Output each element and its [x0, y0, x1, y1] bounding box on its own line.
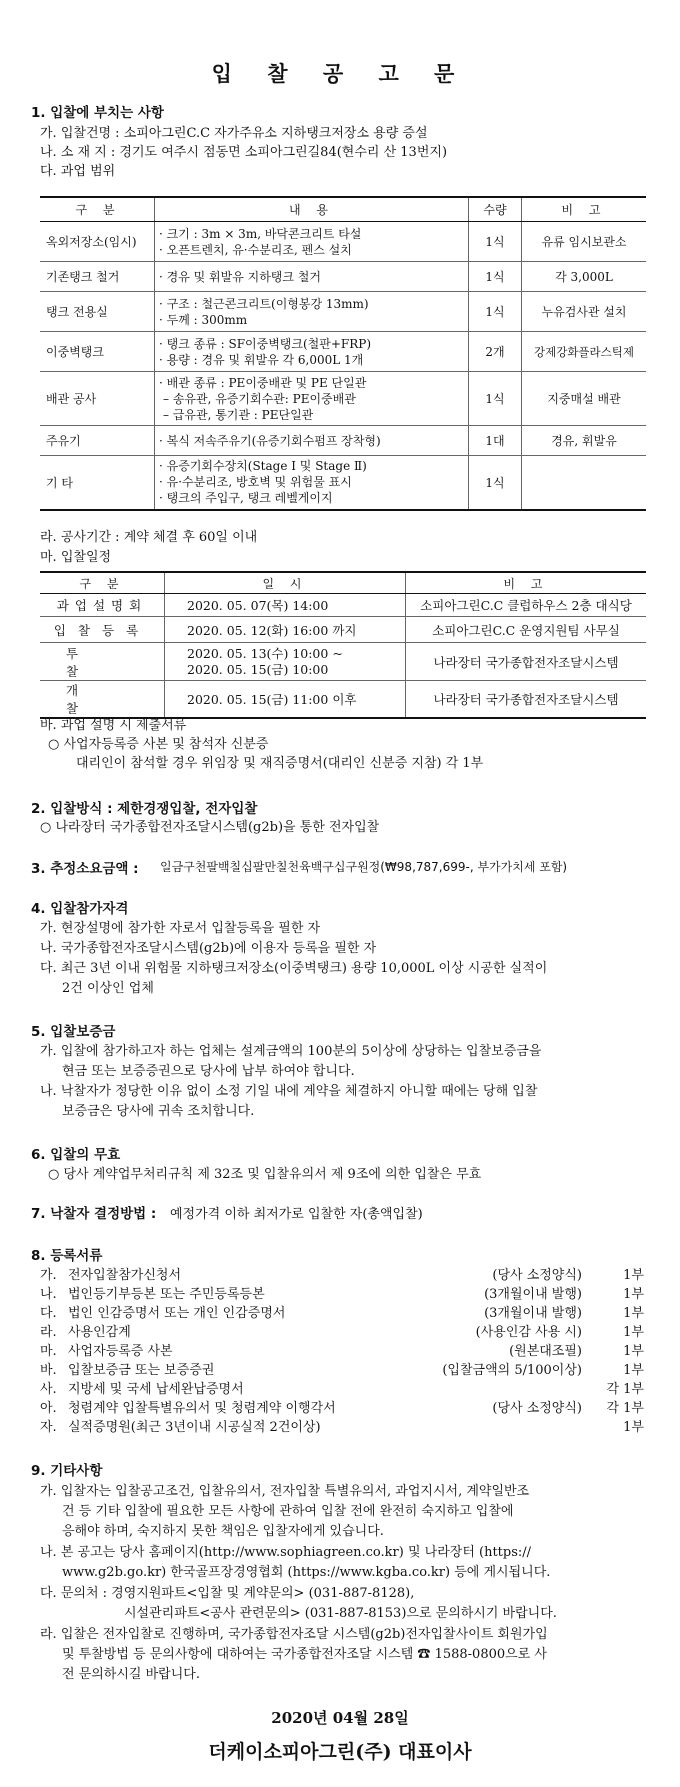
deposit-a-cont: 현금 또는 보증증권으로 당사에 납부 하여야 합니다.: [62, 1064, 355, 1079]
row-content: [155, 262, 469, 292]
schedule-item: 개찰: [40, 681, 165, 719]
table-row: [40, 372, 646, 426]
row-name: 탱크 전용실: [40, 292, 155, 332]
content-line: · 탱크의 주입구, 탱크 레벨게이지: [159, 491, 333, 506]
item-note: (원본대조필): [509, 1344, 582, 1359]
project-location: 나. 소 재 지 : 경기도 여주시 점동면 소피아그린길84(현수리 산 13번지): [40, 145, 448, 160]
list-item: [40, 1283, 650, 1300]
qualification-b: 나. 국가종합전자조달시스템(g2b)에 이용자 등록을 필한 자: [40, 941, 377, 956]
deposit-a: 가. 입찰에 참가하고자 하는 업체는 설계금액의 100분의 5이상에 상당하는 입찰보증금을: [40, 1044, 542, 1059]
briefing-docs-note: 대리인이 참석할 경우 위임장 및 재직증명서(대리인 신분증 지참) 각 1부: [76, 756, 484, 771]
section-9-heading: 9. 기타사항: [31, 1463, 103, 1479]
item-note: (입찰금액의 5/100이상): [442, 1363, 582, 1378]
company-signature: 더케이소피아그린(주) 대표이사: [208, 1741, 472, 1763]
notes-c-cont: 시설관리파트<공사 관련문의> (031-887-8153)으로 문의하시기 바랍니다.: [124, 1606, 557, 1621]
row-name: 기존탱크 철거: [40, 262, 155, 292]
notes-a: 가. 입찰자는 입찰공고조건, 입찰유의서, 전자입찰 특별유의서, 과업지시서, 계약일반조: [40, 1484, 530, 1499]
item-qty: 1부: [623, 1287, 644, 1302]
item-name: 사용인감계: [68, 1325, 131, 1340]
table-row: [40, 617, 646, 643]
item-qty: 1부: [623, 1363, 644, 1378]
header-cell: 비 고: [522, 197, 647, 222]
row-note: 각 3,000L: [522, 262, 647, 292]
row-qty: 2개: [469, 332, 522, 372]
item-qty: 각 1부: [606, 1401, 644, 1416]
project-name: 가. 입찰건명 : 소피아그린C.C 자가주유소 지하탱크저장소 용량 증설: [40, 126, 428, 141]
item-number: 자.: [40, 1420, 57, 1435]
item-qty: 1부: [623, 1420, 644, 1435]
content-line: · 탱크 종류 : SF이중벽탱크(철판+FRP): [159, 336, 372, 351]
item-qty: 각 1부: [606, 1382, 644, 1397]
item-name: 법인 인감증명서 또는 개인 인감증명서: [68, 1306, 286, 1321]
row-content: [155, 222, 469, 262]
content-line: · 복식 저속주유기(유증기회수펌프 장착형): [159, 433, 381, 448]
section-3-heading: 3. 추정소요금액 :: [31, 861, 139, 877]
item-name: 실적증명원(최근 3년이내 시공실적 2건이상): [68, 1420, 321, 1435]
row-name: 배관 공사: [40, 372, 155, 426]
qualification-a: 가. 현장설명에 참가한 자로서 입찰등록을 필한 자: [40, 921, 321, 936]
schedule-time-end: 2020. 05. 15(금) 10:00: [187, 661, 329, 677]
table-row: [40, 262, 646, 292]
list-item: [40, 1378, 650, 1395]
notes-b: 나. 본 공고는 당사 홈페이지(http://www.sophiagreen.co.kr) 및 나라장터 (https://: [40, 1545, 532, 1560]
invalid-bid-detail: ○ 당사 계약업무처리규칙 제 32조 및 입찰유의서 제 9조에 의한 입찰은 무효: [48, 1167, 482, 1182]
schedule-item: 입찰등록: [40, 617, 165, 643]
section-7-heading: 7. 낙찰자 결정방법 :: [31, 1206, 157, 1222]
header-cell: 내 용: [155, 197, 469, 222]
row-content: [155, 456, 469, 510]
table-row: [40, 643, 646, 681]
item-number: 사.: [40, 1382, 57, 1397]
winner-method: 예정가격 이하 최저가로 입찰한 자(총액입찰): [170, 1207, 423, 1222]
content-line: · 유·수분리조, 방호벽 및 위험물 표시: [159, 475, 352, 490]
scope-label: 다. 과업 범위: [40, 164, 116, 179]
construction-period: 라. 공사기간 : 계약 체결 후 60일 이내: [40, 530, 258, 545]
content-line: · 오픈트렌치, 유·수분리조, 펜스 설치: [159, 242, 352, 257]
schedule-time: 2020. 05. 07(목) 14:00: [165, 594, 406, 617]
qualification-c: 다. 최근 3년 이내 위험물 지하탱크저장소(이중벽탱크) 용량 10,000L 이상 시공한 실적이: [40, 961, 548, 976]
table-row: [40, 332, 646, 372]
schedule-table-header: [40, 572, 646, 594]
item-name: 사업자등록증 사본: [68, 1344, 173, 1359]
content-line: – 송유관, 유증기회수관: PE이중배관: [163, 391, 356, 406]
row-note: 유류 임시보관소: [522, 222, 647, 262]
item-qty: 1부: [623, 1325, 644, 1340]
row-qty: 1식: [469, 262, 522, 292]
deposit-b: 나. 낙찰자가 정당한 이유 없이 소정 기일 내에 계약을 체결하지 아니할 때에는 당해 입찰: [40, 1084, 538, 1099]
page-title: 입 찰 공 고 문: [211, 61, 469, 86]
table-row: [40, 681, 646, 719]
item-name: 지방세 및 국세 납세완납증명서: [68, 1382, 244, 1397]
content-line: · 용량 : 경유 및 휘발유 각 6,000L 1개: [159, 352, 364, 367]
row-qty: 1식: [469, 222, 522, 262]
list-item: [40, 1340, 650, 1357]
schedule-note: 나라장터 국가종합전자조달시스템: [406, 681, 647, 719]
briefing-docs-label: 바. 과업 설명 시 제출서류: [40, 718, 187, 733]
bid-method-detail: ○ 나라장터 국가종합전자조달시스템(g2b)을 통한 전자입찰: [40, 820, 380, 835]
row-note: [522, 456, 647, 510]
row-content: [155, 292, 469, 332]
content-line: · 구조 : 철근콘크리트(이형봉강 13mm): [159, 296, 369, 311]
schedule-time: 2020. 05. 12(화) 16:00 까지: [165, 617, 406, 643]
list-item: [40, 1397, 650, 1414]
notice-date: 2020년 04월 28일: [271, 1709, 409, 1727]
section-2-heading: 2. 입찰방식 : 제한경쟁입찰, 전자입찰: [31, 801, 258, 817]
item-number: 라.: [40, 1325, 57, 1340]
schedule-item: 과업설명회: [40, 594, 165, 617]
item-qty: 1부: [623, 1306, 644, 1321]
notes-b-cont: www.g2b.go.kr) 한국골프장경영협회 (https://www.kgba.co.kr) 등에 게시됩니다.: [62, 1565, 551, 1580]
schedule-table: [40, 571, 646, 719]
list-item: [40, 1264, 650, 1281]
row-qty: 1대: [469, 426, 522, 456]
table-row: [40, 292, 646, 332]
schedule-time: [165, 643, 406, 681]
scope-table: [40, 196, 646, 511]
item-number: 가.: [40, 1268, 57, 1283]
row-qty: 1식: [469, 372, 522, 426]
row-note: 경유, 휘발유: [522, 426, 647, 456]
item-name: 청렴계약 입찰특별유의서 및 청렴계약 이행각서: [68, 1401, 336, 1416]
item-name: 입찰보증금 또는 보증증권: [68, 1363, 215, 1378]
table-row: [40, 222, 646, 262]
header-cell: 구 분: [40, 572, 165, 594]
item-number: 바.: [40, 1363, 57, 1378]
item-note: (당사 소정양식): [492, 1401, 582, 1416]
row-content: [155, 332, 469, 372]
item-qty: 1부: [623, 1268, 644, 1283]
row-name: 기 타: [40, 456, 155, 510]
section-8-heading: 8. 등록서류: [31, 1248, 103, 1264]
item-qty: 1부: [623, 1344, 644, 1359]
header-cell: 수량: [469, 197, 522, 222]
content-line: · 배관 종류 : PE이중배관 및 PE 단일관: [159, 375, 367, 390]
notes-d-cont: 전 문의하시길 바랍니다.: [62, 1667, 200, 1682]
row-name: 이중벽탱크: [40, 332, 155, 372]
item-number: 나.: [40, 1287, 57, 1302]
section-4-heading: 4. 입찰참가자격: [31, 901, 129, 917]
item-note: (사용인감 사용 시): [475, 1325, 582, 1340]
row-note: 누유검사관 설치: [522, 292, 647, 332]
item-note: (3개월이내 발행): [484, 1287, 582, 1302]
list-item: [40, 1359, 650, 1376]
table-row: [40, 426, 646, 456]
section-5-heading: 5. 입찰보증금: [31, 1024, 116, 1040]
list-item: [40, 1416, 650, 1433]
content-line: · 두께 : 300mm: [159, 312, 248, 327]
notes-d: 라. 입찰은 전자입찰로 진행하며, 국가종합전자조달 시스템(g2b)전자입찰사이트 회원가입: [40, 1627, 548, 1642]
row-name: 주유기: [40, 426, 155, 456]
item-note: (당사 소정양식): [492, 1268, 582, 1283]
content-line: · 유증기회수장치(Stage Ⅰ 및 Stage Ⅱ): [159, 459, 367, 474]
item-name: 전자입찰참가신청서: [68, 1268, 182, 1283]
header-cell: 비 고: [406, 572, 647, 594]
table-row: [40, 456, 646, 510]
schedule-time-start: 2020. 05. 13(수) 10:00 ~: [187, 645, 343, 661]
item-note: (3개월이내 발행): [484, 1306, 582, 1321]
notes-a-cont: 건 등 기타 입찰에 필요한 모든 사항에 관하여 입찰 전에 완전히 숙지하고 입찰에: [62, 1504, 514, 1519]
row-qty: 1식: [469, 456, 522, 510]
item-number: 다.: [40, 1306, 57, 1321]
deposit-b-cont: 보증금은 당사에 귀속 조치합니다.: [62, 1104, 255, 1119]
schedule-item: 투찰: [40, 643, 165, 681]
section-6-heading: 6. 입찰의 무효: [31, 1147, 121, 1163]
row-name: 옥외저장소(임시): [40, 222, 155, 262]
list-item: [40, 1302, 650, 1319]
schedule-note: 소피아그린C.C 운영지원팀 사무실: [406, 617, 647, 643]
estimated-amount: 일금구천팔백칠십팔만칠천육백구십구원정(₩98,787,699-, 부가가치세 포함): [160, 860, 568, 874]
item-name: 법인등기부등본 또는 주민등록등본: [68, 1287, 265, 1302]
table-row: [40, 594, 646, 617]
row-qty: 1식: [469, 292, 522, 332]
row-note: 강제강화플라스틱제: [522, 332, 647, 372]
schedule-note: 소피아그린C.C 클럽하우스 2층 대식당: [406, 594, 647, 617]
notes-d-cont: 및 투찰방법 등 문의사항에 대하여는 국가종합전자조달 시스템 ☎ 1588-0800으로 사: [62, 1647, 547, 1662]
schedule-label: 마. 입찰일정: [40, 550, 112, 565]
schedule-time: 2020. 05. 15(금) 11:00 이후: [165, 681, 406, 719]
qualification-c-cont: 2건 이상인 업체: [62, 981, 154, 996]
row-content: [155, 372, 469, 426]
content-line: – 급유관, 통기관 : PE단일관: [163, 407, 314, 422]
content-line: · 크기 : 3m × 3m, 바닥콘크리트 타설: [159, 226, 362, 241]
row-note: 지중매설 배관: [522, 372, 647, 426]
notes-a-cont: 응해야 하며, 숙지하지 못한 책임은 입찰자에게 있습니다.: [62, 1524, 384, 1539]
content-line: · 경유 및 휘발유 지하탱크 철거: [159, 269, 321, 284]
item-number: 마.: [40, 1344, 57, 1359]
header-cell: 일 시: [165, 572, 406, 594]
schedule-note: 나라장터 국가종합전자조달시스템: [406, 643, 647, 681]
item-number: 아.: [40, 1401, 57, 1416]
notes-c: 다. 문의처 : 경영지원파트<입찰 및 계약문의> (031-887-8128),: [40, 1586, 415, 1601]
list-item: [40, 1321, 650, 1338]
header-cell: 구 분: [40, 197, 155, 222]
briefing-docs-item: ○ 사업자등록증 사본 및 참석자 신분증: [48, 737, 269, 752]
section-1-heading: 1. 입찰에 부치는 사항: [31, 105, 164, 121]
scope-table-header: [40, 197, 646, 222]
row-content: [155, 426, 469, 456]
